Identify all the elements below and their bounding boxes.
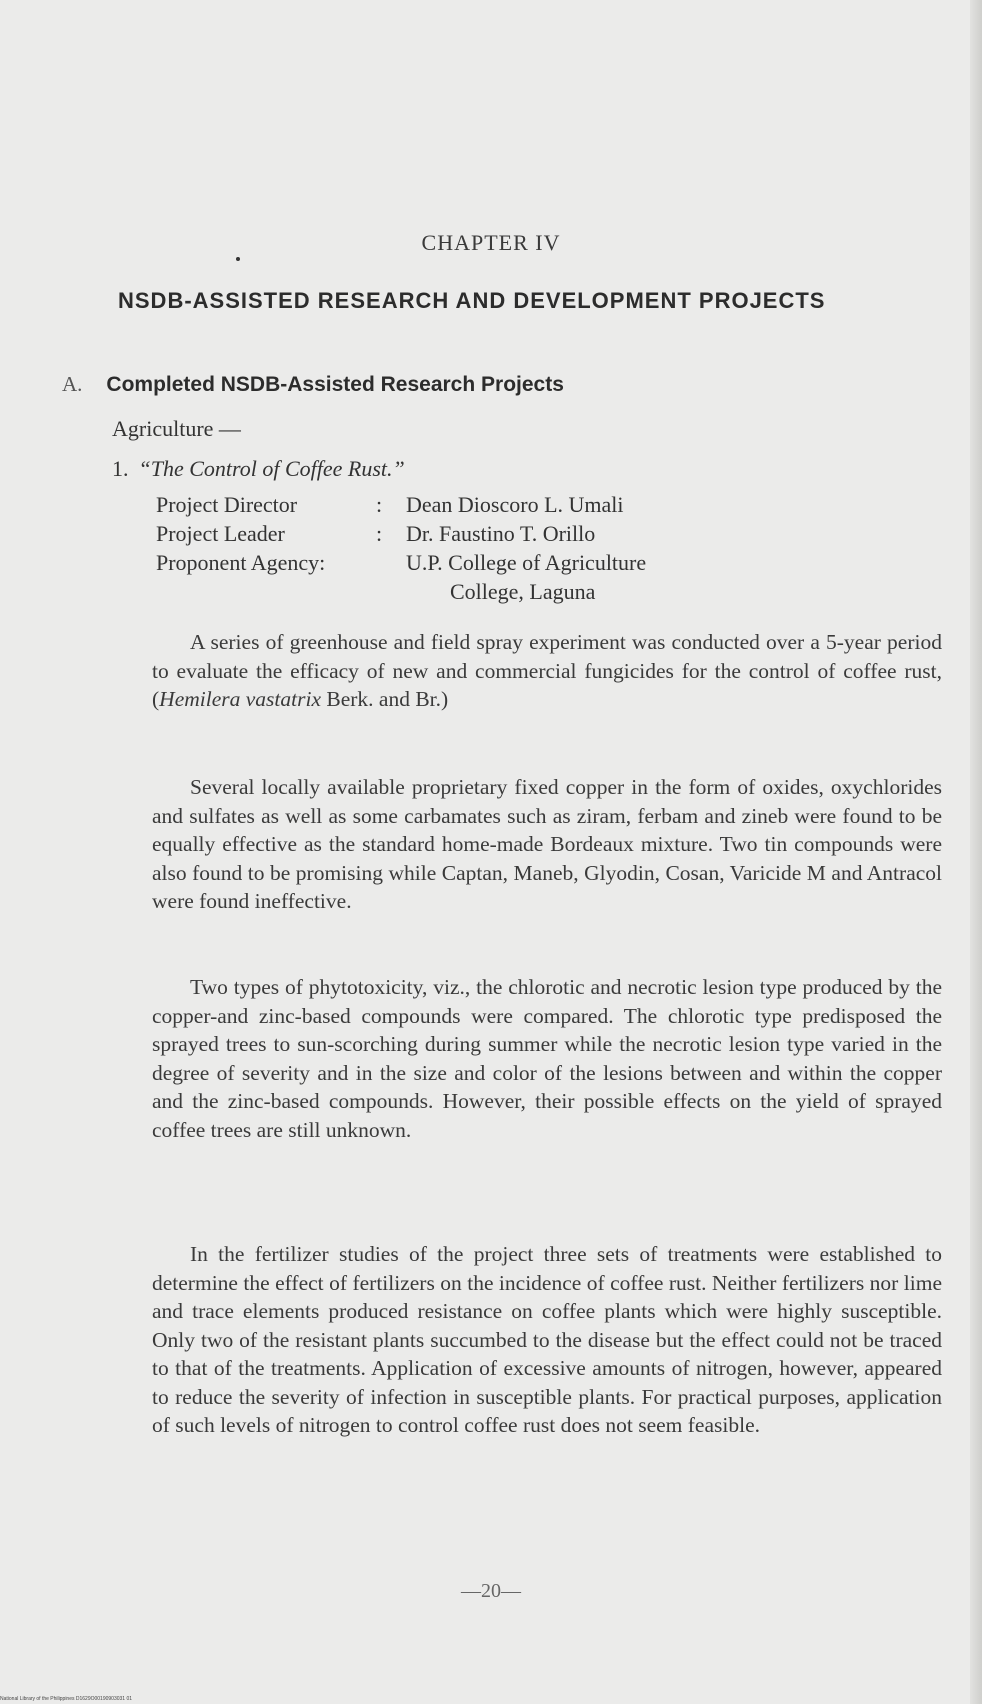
meta-value: Dean Dioscoro L. Umali [406,492,624,517]
project-name: “The Control of Coffee Rust.” [138,456,405,481]
chapter-heading: CHAPTER IV [421,230,561,255]
meta-separator: : [376,521,383,546]
meta-key: Proponent Agency: [156,550,326,575]
meta-value: Dr. Faustino T. Orillo [406,521,596,546]
section-heading [62,372,762,397]
section-letter: A. [62,372,83,396]
section-title: Completed NSDB-Assisted Research Projects [106,373,564,396]
project-meta-table [156,492,646,608]
species-name: Hemilera vastatrix [159,687,321,711]
page-number: —20— [461,1580,521,1602]
meta-row [156,521,646,550]
meta-separator [376,550,406,579]
meta-separator [376,579,406,608]
meta-row [156,492,646,521]
meta-row [156,579,646,608]
paragraph-1 [152,628,942,714]
footer-watermark: National Library of the Philippines D1629O00190903031 01 [0,1696,133,1702]
project-number: 1. [112,456,129,481]
page-title: NSDB-ASSISTED RESEARCH AND DEVELOPMENT PROJECTS [118,288,826,313]
meta-key [156,579,376,608]
meta-key: Project Director [156,492,298,517]
ink-dot [236,257,240,261]
paragraph-1-text: A series of greenhouse and field spray experiment was conducted over a 5-year period to evaluate the efficacy of new and commercial fungicides for the control of coffee rust, ( [152,630,942,711]
meta-value: U.P. College of Agriculture [406,550,647,575]
project-title [112,456,405,482]
meta-value: College, Laguna [450,579,596,604]
paragraph-2: Several locally available proprietary fixed copper in the form of oxides, oxychlorides and sulfates as well as some carbamates such as ziram, ferbam and zineb were found to be equally effective as the standard home-made Bordeaux mixture. Two tin compounds were also found to be promising while Captan, Maneb, Glyodin, Cosan, Varicide M and Antracol were found ineffective. [152,775,942,913]
paragraph-3: Two types of phytotoxicity, viz., the chlorotic and necrotic lesion type produced by the copper-and zinc-based compounds were compared. The chlorotic type predisposed the sprayed trees to sun-scorching during summer while the necrotic lesion type varied in the degree of severity and in the size and color of the lesions between and within the copper and the zinc-based compounds. However, their possible effects on the yield of sprayed coffee trees are still unknown. [152,975,942,1142]
paragraph-1-tail: Berk. and Br.) [321,687,449,711]
meta-separator: : [376,492,383,517]
subheading: Agriculture — [112,416,241,441]
meta-row [156,550,646,579]
meta-key: Project Leader [156,521,285,546]
paragraph-4: In the fertilizer studies of the project three sets of treatments were established to determine the effect of fertilizers on the incidence of coffee rust. Neither fertilizers nor lime and trace elements produced resistance on coffee plants which were highly susceptible. Only two of the resistant plants succumbed to the disease but the effect could not be traced to that of the treatments. Application of excessive amounts of nitrogen, however, appeared to reduce the severity of infection in susceptible plants. For practical purposes, application of such levels of nitrogen to control coffee rust does not seem feasible. [152,1242,942,1437]
